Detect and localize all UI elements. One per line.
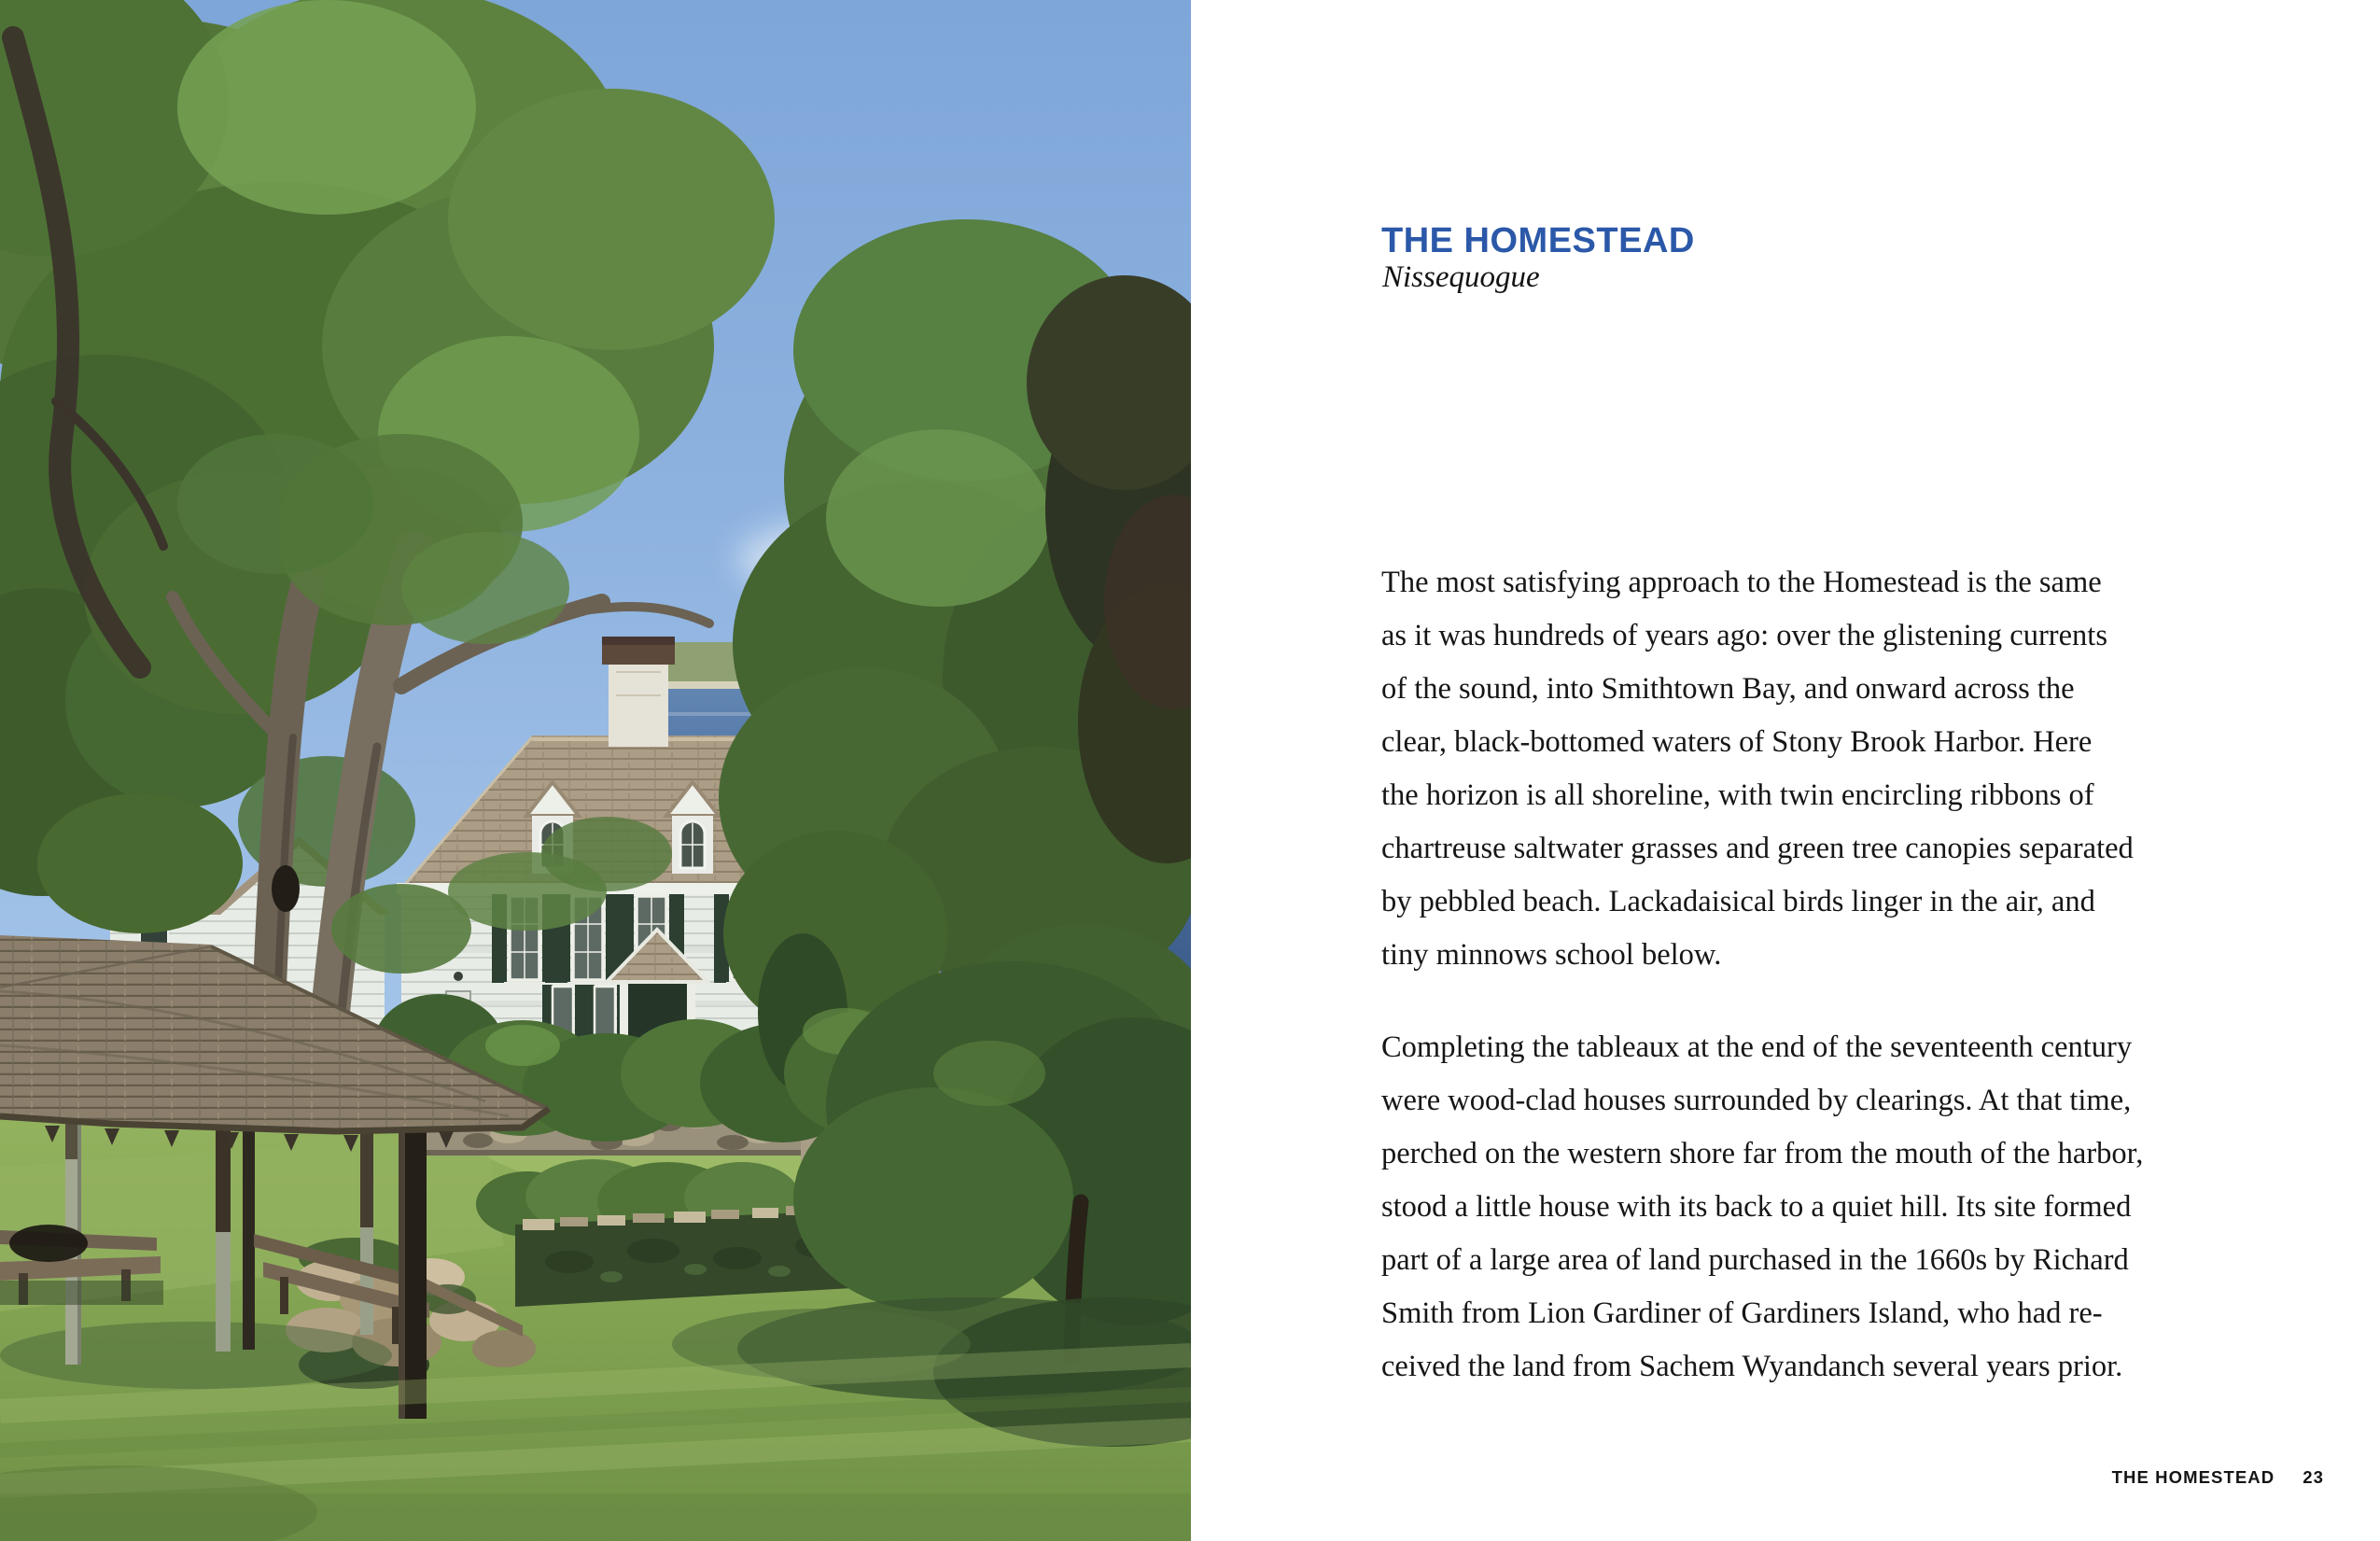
body-text-line: the horizon is all shoreline, with twin encircling ribbons of <box>1381 778 2094 812</box>
body-text-line: Completing the tableaux at the end of the seventeenth century <box>1381 1030 2133 1064</box>
footer-chapter-label: THE HOMESTEAD <box>2111 1467 2275 1487</box>
body-text-line: The most satisfying approach to the Homestead is the same <box>1381 566 2102 599</box>
page-subtitle: Nissequogue <box>1382 260 1540 294</box>
body-text-line: of the sound, into Smithtown Bay, and onward across the <box>1381 672 2075 706</box>
body-text-line: Smith from Lion Gardiner of Gardiners Island, who had re- <box>1381 1296 2103 1330</box>
body-text-line: clear, black-bottomed waters of Stony Brook Harbor. Here <box>1381 725 2093 759</box>
body-text-line: tiny minnows school below. <box>1381 938 1722 972</box>
body-paragraph-1 <box>1381 556 2184 982</box>
body-text-line: by pebbled beach. Lackadaisical birds linger in the air, and <box>1381 885 2095 918</box>
running-footer <box>2112 1467 2324 1488</box>
page-title: THE HOMESTEAD <box>1381 221 1695 260</box>
body-text-line: as it was hundreds of years ago: over the glistening currents <box>1381 619 2107 652</box>
body-text-line: perched on the western shore far from the mouth of the harbor, <box>1381 1137 2144 1170</box>
text-page <box>1191 0 2380 1541</box>
body-text-line: part of a large area of land purchased in the 1660s by Richard <box>1381 1243 2129 1277</box>
body-text-line: stood a little house with its back to a quiet hill. Its site formed <box>1381 1190 2132 1224</box>
body-paragraph-2 <box>1381 1021 2184 1394</box>
body-text-line: chartreuse saltwater grasses and green tree canopies separated <box>1381 832 2134 865</box>
body-text-line: ceived the land from Sachem Wyandanch several years prior. <box>1381 1350 2123 1383</box>
footer-page-number: 23 <box>2303 1467 2324 1487</box>
body-text-line: were wood-clad houses surrounded by clearings. At that time, <box>1381 1084 2132 1117</box>
